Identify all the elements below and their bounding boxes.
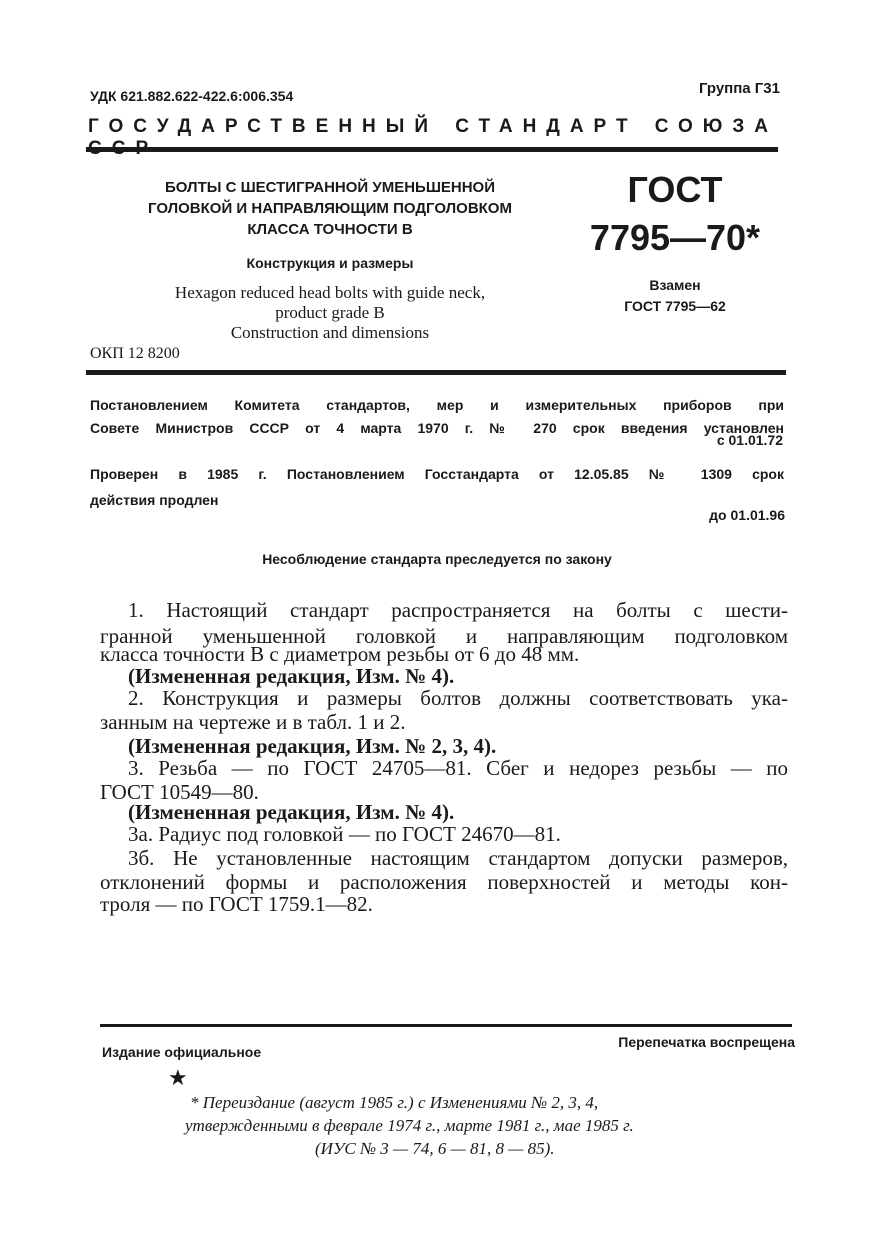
- footnote-line-1: * Переиздание (август 1985 г.) с Изменениями № 2, 3, 4,: [190, 1093, 599, 1112]
- p1-line-3: класса точности В с диаметром резьбы от 6 до 48 мм.: [100, 642, 580, 666]
- resolution-line-2: Совете Министров СССР от 4 марта 1970 г. № 270 срок введения установлен: [90, 420, 784, 436]
- p1-line-2: гранной уменьшенной головкой и направляющим подголовком: [100, 624, 788, 648]
- title-ru-line-1: БОЛТЫ С ШЕСТИГРАННОЙ УМЕНЬШЕННОЙ: [164, 179, 496, 196]
- p3a: 3а. Радиус под головкой — по ГОСТ 24670—81.: [128, 822, 561, 846]
- gost-number: 7795—70*: [589, 217, 761, 258]
- p3b-line-2: отклонений формы и расположения поверхностей и методы кон-: [100, 870, 788, 894]
- review-line-2: действия продлен: [90, 492, 219, 508]
- title-ru-line-3: КЛАССА ТОЧНОСТИ В: [247, 221, 413, 238]
- okp-code: ОКП 12 8200: [90, 345, 180, 362]
- p3b-line-1: 3б. Не установленные настоящим стандартом допуски размеров,: [128, 846, 788, 870]
- p2-note: (Измененная редакция, Изм. № 2, 3, 4).: [128, 734, 497, 758]
- reprint-prohibited: Перепечатка воспрещена: [618, 1034, 795, 1050]
- star-icon: ★: [168, 1066, 188, 1091]
- group-code: Группа Г31: [698, 80, 780, 97]
- footer-rule: [100, 1024, 792, 1027]
- title-ru-line-2: ГОЛОВКОЙ И НАПРАВЛЯЮЩИМ ПОДГОЛОВКОМ: [148, 200, 512, 217]
- title-en: [100, 283, 560, 343]
- p3b-line-3: троля — по ГОСТ 1759.1—82.: [100, 892, 373, 916]
- p1-line-1: 1. Настоящий стандарт распространяется на болты с шести-: [128, 598, 788, 622]
- official-edition: Издание официальное: [102, 1044, 262, 1060]
- replaces-label: Взамен: [649, 277, 701, 293]
- footnote-line-2: утвержденными в феврале 1974 г., марте 1981 г., мае 1985 г.: [185, 1116, 634, 1135]
- replaces-value: ГОСТ 7795—62: [624, 298, 726, 314]
- resolution-line-1: Постановлением Комитета стандартов, мер и измерительных приборов при: [90, 397, 784, 413]
- udk-code: УДК 621.882.622-422.6:006.354: [90, 88, 294, 104]
- p2-line-1: 2. Конструкция и размеры болтов должны соответствовать ука-: [128, 686, 788, 710]
- title-rule: [86, 370, 786, 375]
- p1-note: (Измененная редакция, Изм. № 4).: [128, 664, 455, 688]
- subtitle-ru: Конструкция и размеры: [246, 255, 414, 271]
- review-date: до 01.01.96: [709, 507, 785, 523]
- state-standard-heading: ГОСУДАРСТВЕННЫЙ СТАНДАРТ СОЮЗА: [88, 116, 778, 137]
- p3-line-2: ГОСТ 10549—80.: [100, 780, 259, 804]
- header-rule: [86, 147, 778, 152]
- law-notice: Несоблюдение стандарта преследуется по закону: [262, 551, 612, 567]
- footnote-line-3: (ИУС № 3 — 74, 6 — 81, 8 — 85).: [315, 1139, 555, 1158]
- p3-line-1: 3. Резьба — по ГОСТ 24705—81. Сбег и недорез резьбы — по: [128, 756, 788, 780]
- resolution-date: с 01.01.72: [716, 432, 783, 448]
- p2-line-2: занным на чертеже и в табл. 1 и 2.: [100, 710, 406, 734]
- review-line-1: Проверен в 1985 г. Постановлением Госстандарта от 12.05.85 № 1309 срок: [90, 466, 784, 482]
- p3-note: (Измененная редакция, Изм. № 4).: [128, 800, 455, 824]
- title-en-line-3: Construction and dimensions: [230, 323, 430, 342]
- title-en-line-1: Hexagon reduced head bolts with guide neck,: [174, 283, 486, 302]
- title-ru: [100, 177, 560, 240]
- title-en-line-2: product grade B: [275, 303, 385, 322]
- gost-label: ГОСТ: [627, 169, 723, 210]
